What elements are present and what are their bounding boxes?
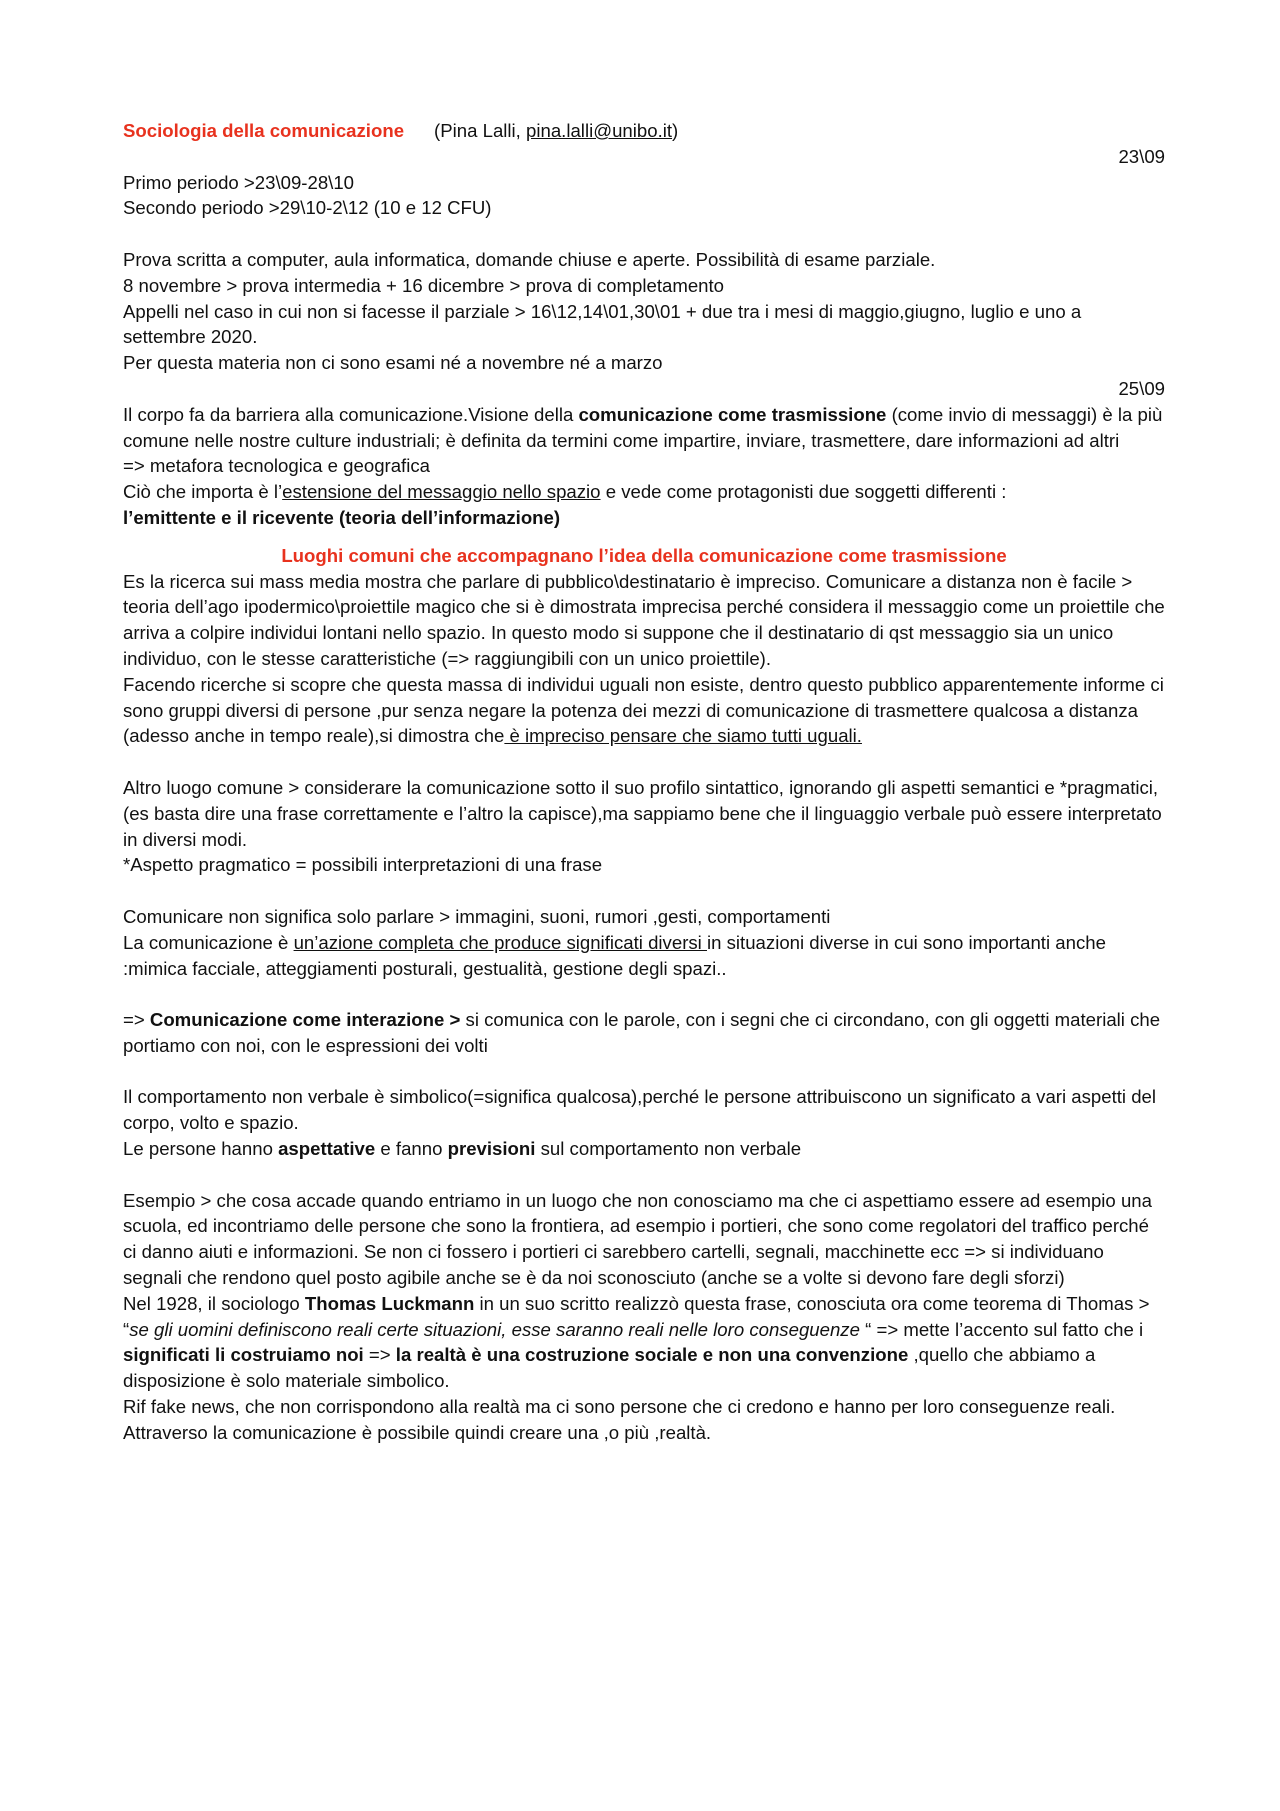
teacher-label: (Pina Lalli, xyxy=(434,120,527,141)
paragraph: l’emittente e il ricevente (teoria dell’informazione) xyxy=(123,506,561,528)
exam-line: 8 novembre > prova intermedia + 16 dicembre > prova di completamento xyxy=(123,274,725,296)
exam-line: Appelli nel caso in cui non si facesse il parziale > 16\12,14\01,30\01 + due tra i mesi di maggio,giugno, luglio e uno a settembre 2020. xyxy=(123,300,1082,348)
paragraph: => Comunicazione come interazione > si comunica con le parole, con i segni che ci circondano, con gli oggetti materiali che portiamo con noi, con le espressioni dei volti xyxy=(123,1009,1161,1056)
paragraph: Comunicare non significa solo parlare > immagini, suoni, rumori ,gesti, comportamenti xyxy=(123,905,831,927)
paragraph: Ciò che importa è l’estensione del messaggio nello spazio e vede come protagonisti due soggetti differenti : xyxy=(123,481,1007,503)
paragraph: Il corpo fa da barriera alla comunicazione.Visione della comunicazione come trasmissione (come invio di messaggi) è la più comune nelle nostre culture industriali; è definita da termini come impartire, inviare, trasmettere, dare informazioni ad altri xyxy=(123,403,1163,451)
document-page xyxy=(123,118,1165,1446)
paragraph: Attraverso la comunicazione è possibile quindi creare una ,o più ,realtà. xyxy=(123,1421,712,1443)
paragraph: Es la ricerca sui mass media mostra che parlare di pubblico\destinatario è impreciso. Comunicare a distanza non è facile > teoria dell’ago ipodermico\proiettile magico che si è dimostrata imprecisa perché considera il messaggio come un proiettile che arriva a colpire individui lontani nello spazio. In questo modo si suppone che il destinatario di qst messaggio sia un unico individuo, con le stesse caratteristiche (=> raggiungibili con un unico proiettile). xyxy=(123,570,1165,669)
paragraph: Esempio > che cosa accade quando entriamo in un luogo che non conosciamo ma che ci aspettiamo essere ad esempio una scuola, ed incontriamo delle persone che sono la frontiera, ad esempio i portieri, che sono come regolatori del traffico perché ci danno aiuti e informazioni. Se non ci fossero i portieri ci sarebbero cartelli, segnali, macchinette ecc => si individuano segnali che rendono quel posto agibile anche se è da noi sconosciuto (anche se a volte si devono fare degli sforzi) xyxy=(123,1189,1152,1289)
paragraph: Rif fake news, che non corrispondono alla realtà ma ci sono persone che ci credono e hanno per loro conseguenze reali. xyxy=(123,1396,1116,1418)
teacher-email-link[interactable]: pina.lalli@unibo.it xyxy=(526,120,673,141)
paragraph: Facendo ricerche si scopre che questa massa di individui uguali non esiste, dentro questo pubblico apparentemente informe ci sono gruppi diversi di persone ,pur senza negare la potenza dei mezzi di comunicazione di trasmettere qualcosa a distanza (adesso anche in tempo reale),si dimostra che è impreciso pensare che siamo tutti uguali. xyxy=(123,673,1164,747)
paragraph: *Aspetto pragmatico = possibili interpretazioni di una frase xyxy=(123,854,603,876)
period-line: Secondo periodo >29\10-2\12 (10 e 12 CFU) xyxy=(123,197,492,219)
exam-line: Per questa materia non ci sono esami né a novembre né a marzo xyxy=(123,352,663,374)
section-heading: Luoghi comuni che accompagnano l’idea della comunicazione come trasmissione xyxy=(281,544,1007,566)
paragraph: Le persone hanno aspettative e fanno previsioni sul comportamento non verbale xyxy=(123,1138,802,1160)
paragraph: Il comportamento non verbale è simbolico(=significa qualcosa),perché le persone attribuiscono un significato a vari aspetti del corpo, volto e spazio. xyxy=(123,1086,1157,1134)
paragraph: Nel 1928, il sociologo Thomas Luckmann in un suo scritto realizzò questa frase, conosciuta ora come teorema di Thomas > “se gli uomini definiscono reali certe situazioni, esse saranno reali nelle loro conseguenze “ => mette l’accento sul fatto che i significati li costruiamo noi => la realtà è una costruzione sociale e non una convenzione ,quello che abbiamo a disposizione è solo materiale simbolico. xyxy=(123,1292,1150,1392)
date-label: 25\09 xyxy=(1118,377,1165,399)
exam-line: Prova scritta a computer, aula informatica, domande chiuse e aperte. Possibilità di esame parziale. xyxy=(123,248,936,270)
paragraph: Altro luogo comune > considerare la comunicazione sotto il suo profilo sintattico, ignorando gli aspetti semantici e *pragmatici,(es basta dire una frase correttamente e l’altro la capisce),ma sappiamo bene che il linguaggio verbale può essere interpretato in diversi modi. xyxy=(123,776,1162,850)
paragraph: La comunicazione è un’azione completa che produce significati diversi in situazioni diverse in cui sono importanti anche :mimica facciale, atteggiamenti posturali, gestualità, gestione degli spazi.. xyxy=(123,931,1106,979)
header-line: Sociologia della comunicazione (Pina Lalli, pina.lalli@unibo.it) xyxy=(123,120,679,141)
period-line: Primo periodo >23\09-28\10 xyxy=(123,171,355,193)
date-label: 23\09 xyxy=(1118,145,1165,167)
paragraph: => metafora tecnologica e geografica xyxy=(123,455,430,477)
document-title: Sociologia della comunicazione xyxy=(123,120,405,141)
